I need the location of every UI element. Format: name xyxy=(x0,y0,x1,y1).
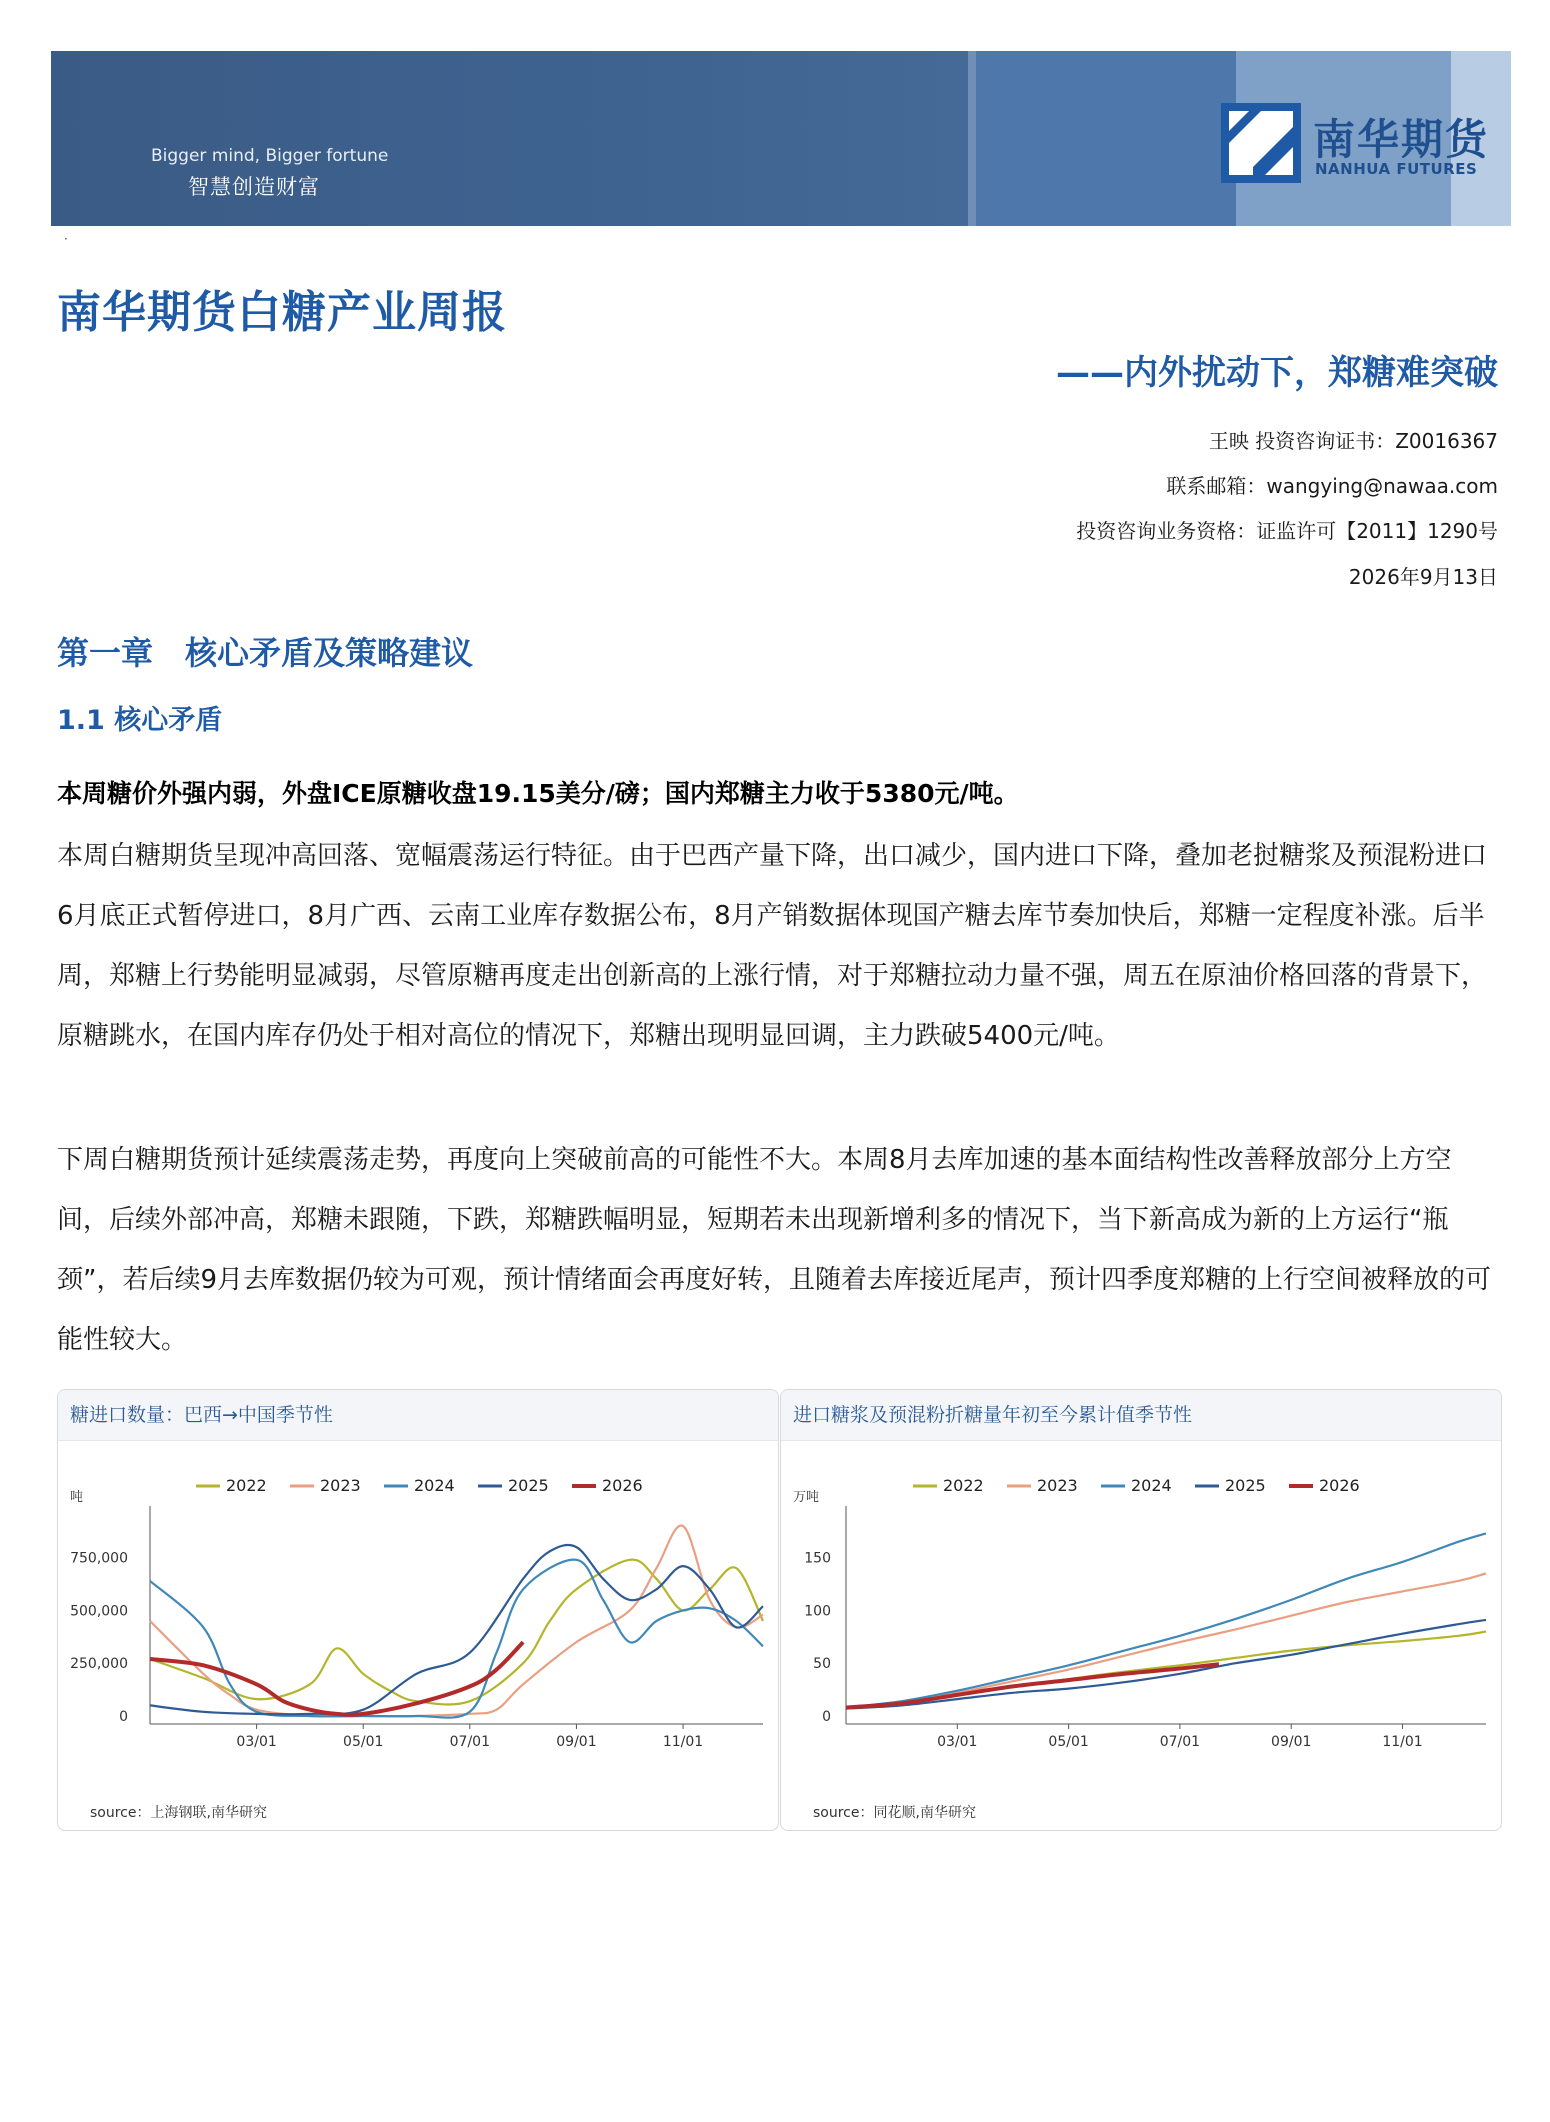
series-line-2025 xyxy=(150,1545,763,1714)
x-tick-label: 03/01 xyxy=(236,1734,277,1750)
author-line: 王映 投资咨询证书：Z0016367 xyxy=(1208,429,1498,453)
chart-source: source：同花顺,南华研究 xyxy=(813,1805,976,1821)
series-line-2022 xyxy=(150,1560,763,1705)
report-title: 南华期货白糖产业周报 xyxy=(57,287,507,338)
y-tick-label: 50 xyxy=(813,1656,831,1673)
legend-label: 2023 xyxy=(1037,1476,1078,1495)
x-tick-label: 11/01 xyxy=(1382,1734,1423,1750)
report-date: 2026年9月13日 xyxy=(1348,565,1498,589)
dot-marker: · xyxy=(64,232,68,246)
body-paragraph: 本周白糖期货呈现冲高回落、宽幅震荡运行特征。由于巴西产量下降，出口减少，国内进口下降，叠加老挝糖浆及预混粉进口6月底正式暂停进口，8月广西、云南工业库存数据公布，8月产销数据体现国产糖去库节奏加快后，郑糖一定程度补涨。后半周，郑糖上行势能明显减弱，尽管原糖再度走出创新高的上涨行情，对于郑糖拉动力量不强，周五在原油价格回落的背景下，原糖跳水，在国内库存仍处于相对高位的情况下，郑糖出现明显回调，主力跌破5400元/吨。 xyxy=(57,841,1488,1051)
x-tick-label: 07/01 xyxy=(1159,1734,1201,1750)
company-logo xyxy=(1221,103,1511,188)
series-line-2024 xyxy=(150,1560,763,1718)
y-tick-label: 100 xyxy=(804,1603,831,1620)
x-tick-label: 11/01 xyxy=(662,1734,704,1750)
report-subtitle: ——内外扰动下，郑糖难突破 xyxy=(1056,353,1498,393)
body-paragraph: 下周白糖期货预计延续震荡走势，再度向上突破前高的可能性不大。本周8月去库加速的基本面结构性改善释放部分上方空间，后续外部冲高，郑糖未跟随，下跌，郑糖跌幅明显，短期若未出现新增利多的情况下，当下新高成为新的上方运行“瓶颈”，若后续9月去库数据仍较为可观，预计情绪面会再度好转，且随着去库接近尾声，预计四季度郑糖的上行空间被释放的可能性较大。 xyxy=(57,1145,1492,1355)
y-axis-unit: 吨 xyxy=(70,1490,84,1505)
chart-card-syrup-premix xyxy=(780,1389,1502,1831)
chapter-heading: 第一章 核心矛盾及策略建议 xyxy=(57,634,474,672)
header-banner xyxy=(51,51,1511,226)
chart-plot xyxy=(58,1441,778,1791)
legend-label: 2025 xyxy=(508,1476,549,1495)
legend-label: 2022 xyxy=(943,1476,984,1495)
legend-label: 2024 xyxy=(1131,1476,1172,1495)
chart-title: 糖进口数量：巴西→中国季节性 xyxy=(58,1390,778,1441)
legend-label: 2023 xyxy=(320,1476,361,1495)
section-heading: 1.1 核心矛盾 xyxy=(57,705,223,736)
y-axis-unit: 万吨 xyxy=(793,1490,820,1505)
banner-stripe xyxy=(968,51,976,226)
x-tick-label: 09/01 xyxy=(1271,1734,1312,1750)
legend-label: 2026 xyxy=(1319,1476,1360,1495)
series-line-2023 xyxy=(150,1525,763,1716)
license-line: 投资咨询业务资格：证监许可【2011】1290号 xyxy=(1076,519,1498,543)
y-tick-label: 750,000 xyxy=(70,1550,128,1567)
logo-mark-icon xyxy=(1221,103,1301,183)
logo-text-cn: 南华期货 xyxy=(1313,115,1490,164)
y-tick-label: 0 xyxy=(119,1709,128,1725)
y-tick-label: 250,000 xyxy=(70,1656,128,1673)
legend-label: 2024 xyxy=(414,1476,455,1495)
legend-label: 2022 xyxy=(226,1476,267,1495)
legend-label: 2026 xyxy=(602,1476,643,1495)
y-tick-label: 500,000 xyxy=(70,1603,128,1620)
x-tick-label: 03/01 xyxy=(937,1734,978,1750)
chart-card-brazil-import xyxy=(57,1389,779,1831)
chart-source: source：上海钢联,南华研究 xyxy=(90,1805,267,1821)
email-line: 联系邮箱：wangying@nawaa.com xyxy=(1166,474,1498,498)
chart-title: 进口糖浆及预混粉折糖量年初至今累计值季节性 xyxy=(781,1390,1501,1441)
banner-block xyxy=(976,51,1236,226)
x-tick-label: 05/01 xyxy=(343,1734,384,1750)
summary-line: 本周糖价外强内弱，外盘ICE原糖收盘19.15美分/磅；国内郑糖主力收于5380元/吨。 xyxy=(57,779,1019,808)
y-tick-label: 150 xyxy=(804,1550,831,1567)
x-tick-label: 09/01 xyxy=(556,1734,597,1750)
x-tick-label: 07/01 xyxy=(449,1734,491,1750)
y-tick-label: 0 xyxy=(822,1709,831,1725)
series-line-2024 xyxy=(846,1533,1486,1707)
x-tick-label: 05/01 xyxy=(1048,1734,1089,1750)
tagline-cn: 智慧创造财富 xyxy=(188,175,320,199)
logo-text-en: NANHUA FUTURES xyxy=(1315,160,1478,178)
legend-label: 2025 xyxy=(1225,1476,1266,1495)
chart-plot xyxy=(781,1441,1501,1791)
tagline-en: Bigger mind, Bigger fortune xyxy=(151,146,389,166)
